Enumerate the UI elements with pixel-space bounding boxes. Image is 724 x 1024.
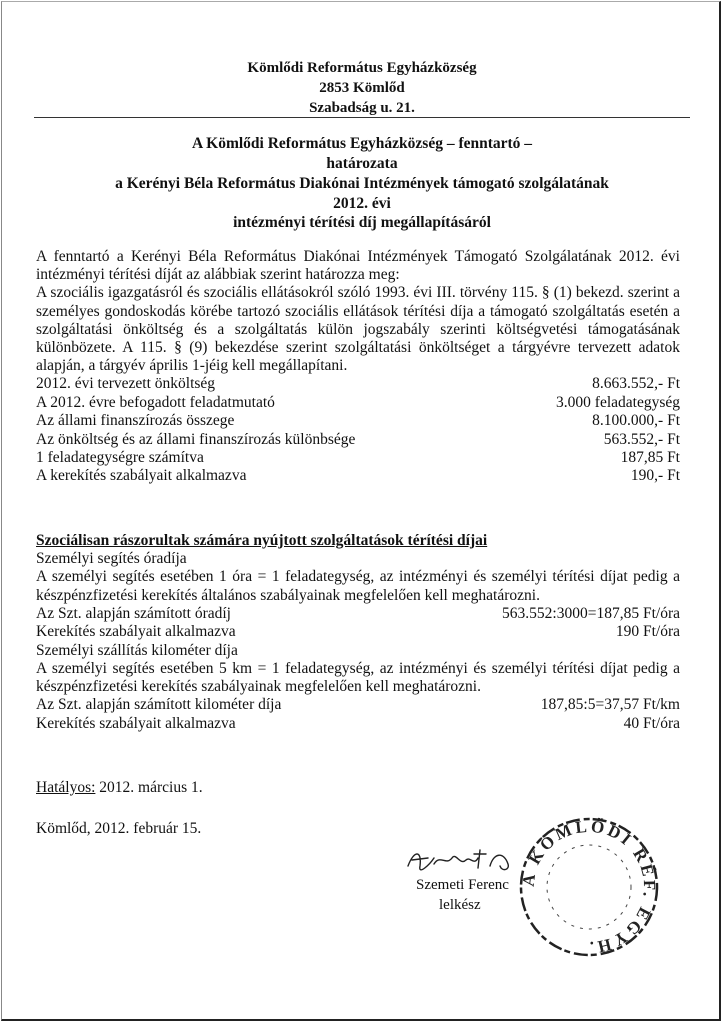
figure-row: A kerekítés szabályait alkalmazva 190,- Ft bbox=[36, 467, 680, 485]
effective-label: Hatályos: bbox=[36, 779, 96, 796]
fee-row: Az Szt. alapján számított kilométer díja 187,85:5=37,57 Ft/km bbox=[36, 696, 680, 714]
figure-row: Az állami finanszírozás összege 8.100.000,- Ft bbox=[36, 412, 680, 430]
header-postal: 2853 Kömlőd bbox=[319, 80, 405, 96]
effective-date bbox=[36, 779, 680, 797]
header-divider bbox=[34, 117, 690, 118]
subsection-2-title: Személyi szállítás kilométer díja bbox=[36, 641, 238, 659]
subsection-2-text: A személyi segítés esetében 5 km = 1 feladategység, az intézményi és személyi térítési díjat pedig a készpénzfizetési kerekítés szabályainak megfelelően kell meghatározni. bbox=[36, 659, 680, 695]
svg-text:A KÖMLŐDI RÉF. EGYH. bbox=[519, 817, 659, 957]
stamp-text: A KÖMLŐDI RÉF. EGYH. bbox=[518, 816, 660, 958]
section-title: Szociálisan rászorultak számára nyújtott szolgáltatások térítési díjai bbox=[36, 532, 488, 549]
fee-row: Kerekítés szabályait alkalmazva 190 Ft/óra bbox=[36, 623, 680, 641]
fee-row: Az Szt. alapján számított óradíj 563.552:3000=187,85 Ft/óra bbox=[36, 604, 680, 622]
title-line-5: intézményi térítési díj megállapításáról bbox=[233, 214, 491, 231]
title-line-3: a Kerényi Béla Református Diakónai Intézmények támogató szolgálatának bbox=[115, 175, 609, 192]
intro-paragraph: A fenntartó a Kerényi Béla Református Diakónai Intézmények Támogató Szolgálatának 2012. évi intézményi térítési díját az alábbiak szerint határozza meg: bbox=[36, 248, 680, 284]
signer-name: Szemeti Ferenc bbox=[416, 877, 509, 893]
official-stamp bbox=[514, 812, 664, 962]
header-org-name: Kömlődi Református Egyházközség bbox=[247, 60, 477, 76]
decision-body bbox=[36, 248, 680, 486]
title-line-1: A Kömlődi Református Egyházközség – fenntartó – bbox=[191, 135, 533, 152]
effective-value: 2012. március 1. bbox=[95, 779, 203, 796]
law-paragraph: A szociális igazgatásról és szociális ellátásokról szóló 1993. évi III. törvény 115. § (1) bekezd. szerint a személyes gondoskodás körébe tartozó szociális ellátások térítési díja a támogató szolgáltatás esetén a szolgáltatási önköltség és a szolgáltatás külön jogszabály szerinti költségvetési támogatásának különbözete. A 115. § (9) bekezdése szerint szolgáltatási önköltséget a tárgyévre tervezett adatok alapján, a tárgyév április 1-jéig kell megállapítani. bbox=[36, 284, 680, 375]
subsection-1-title: Személyi segítés óradíja bbox=[36, 550, 187, 568]
figure-row: Az önköltség és az állami finanszírozás különbsége 563.552,- Ft bbox=[36, 430, 680, 448]
figures-list bbox=[36, 375, 680, 485]
place-date: Kömlőd, 2012. február 15. bbox=[36, 820, 202, 837]
fees-section bbox=[36, 532, 680, 733]
fee-row: Kerekítés szabályait alkalmazva 40 Ft/óra bbox=[36, 714, 680, 732]
title-line-4: 2012. évi bbox=[333, 195, 391, 212]
figure-row: 1 feladategységre számítva 187,85 Ft bbox=[36, 448, 680, 466]
title-line-2: határozata bbox=[326, 155, 398, 172]
figure-row: 2012. évi tervezett önköltség 8.663.552,- Ft bbox=[36, 375, 680, 393]
figure-row: A 2012. évre befogadott feladatmutató 3.000 feladategység bbox=[36, 393, 680, 411]
subsection-1-text: A személyi segítés esetében 1 óra = 1 feladategység, az intézményi és személyi térítési díjat pedig a készpénzfizetési kerekítés általános szabályainak megfelelően kell meghatározni. bbox=[36, 568, 680, 604]
header-address: Szabadság u. 21. bbox=[309, 100, 415, 116]
signer-role: lelkész bbox=[439, 897, 481, 913]
